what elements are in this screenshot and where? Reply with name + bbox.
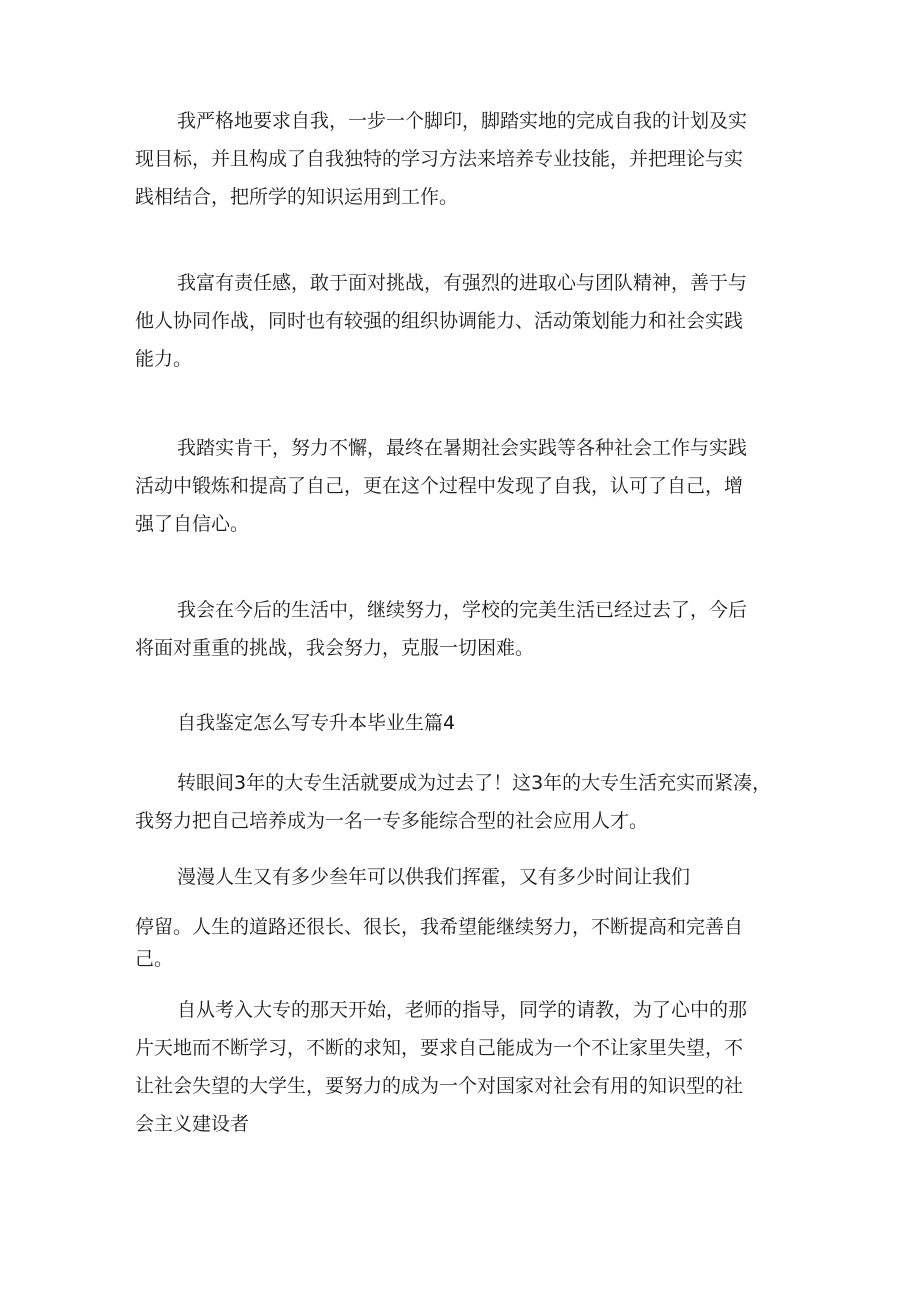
text-line: 转眼间3年的大专生活就要成为过去了！这3年的大专生活充实而紧凑， [177, 772, 772, 794]
paragraph-life-short [135, 858, 795, 896]
section-heading [135, 704, 795, 742]
text-line: 自从考入大专的那天开始，老师的指导，同学的请教，为了心中的那 [177, 999, 748, 1021]
section-title: 自我鉴定怎么写专升本毕业生篇4 [177, 712, 456, 734]
text-line: 我严格地要求自我，一步一个脚印，脚踏实地的完成自我的计划及实 [177, 110, 748, 132]
text-line: 我踏实肯干，努力不懈，最终在暑期社会实践等各种社会工作与实践 [177, 437, 748, 459]
paragraph-hardworking [135, 429, 795, 543]
text-line: 强了自信心。 [135, 513, 250, 535]
text-line: 践相结合，把所学的知识运用到工作。 [135, 186, 459, 208]
paragraph-road-long [135, 911, 795, 975]
text-line: 他人协同作战，同时也有较强的组织协调能力、活动策划能力和社会实践 [135, 310, 744, 332]
text-line: 将面对重重的挑战，我会努力，克服一切困难。 [135, 637, 535, 659]
text-line: 己。 [135, 948, 174, 970]
paragraph-future [135, 591, 795, 667]
text-line: 会主义建设者 [135, 1113, 250, 1135]
text-line: 活动中锻炼和提高了自己，更在这个过程中发现了自我，认可了自己，增 [135, 475, 744, 497]
text-line: 让社会失望的大学生，要努力的成为一个对国家对社会有用的知识型的社 [135, 1075, 744, 1097]
paragraph-self-discipline [135, 102, 795, 216]
text-line: 能力。 [135, 348, 193, 370]
paragraph-responsibility [135, 264, 795, 378]
text-line: 我努力把自己培养成为一名一专多能综合型的社会应用人才。 [135, 810, 649, 832]
text-line: 我会在今后的生活中，继续努力，学校的完美生活已经过去了，今后 [177, 599, 748, 621]
text-line: 停留。人生的道路还很长、很长，我希望能继续努力，不断提高和完善自 [135, 916, 744, 938]
paragraph-since-enrollment [135, 991, 795, 1143]
text-line: 现目标，并且构成了自我独特的学习方法来培养专业技能，并把理论与实 [135, 148, 744, 170]
paragraph-three-years [135, 764, 795, 840]
text-line: 漫漫人生又有多少叁年可以供我们挥霍，又有多少时间让我们 [177, 866, 691, 888]
text-line: 我富有责任感，敢于面对挑战，有强烈的进取心与团队精神，善于与 [177, 272, 748, 294]
text-line: 片天地而不断学习，不断的求知，要求自己能成为一个不让家里失望，不 [135, 1037, 744, 1059]
